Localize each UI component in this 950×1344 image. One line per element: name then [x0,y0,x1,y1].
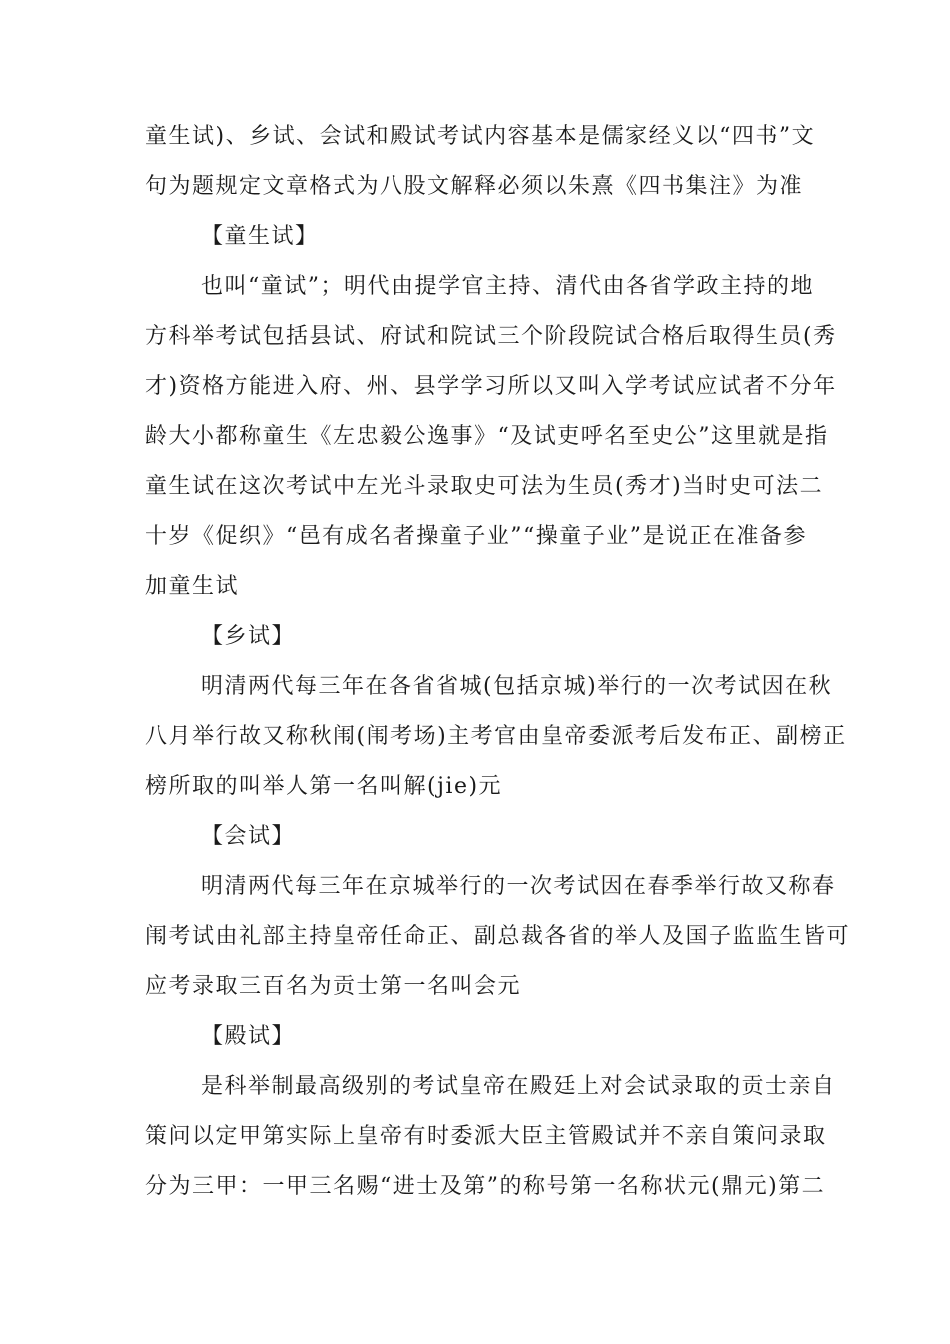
body-text-line: 应考录取三百名为贡士第一名叫会元 [145,974,522,999]
body-text-line: 榜所取的叫举人第一名叫解(jie)元 [145,774,503,799]
body-text-line: 分为三甲：一甲三名赐“进士及第”的称号第一名称状元(鼎元)第二 [145,1174,826,1199]
section-heading-tongshengshi: 【童生试】 [201,224,319,249]
body-text-line: 才)资格方能进入府、州、县学学习所以又叫入学考试应试者不分年 [145,374,837,399]
body-text-line: 龄大小都称童生《左忠毅公逸事》“及试吏呼名至史公”这里就是指 [145,424,829,449]
body-text-line: 也叫“童试”；明代由提学官主持、清代由各省学政主持的地 [201,274,814,299]
body-text-line: 加童生试 [145,574,240,599]
section-heading-dianshi: 【殿试】 [201,1024,296,1049]
body-text-line: 童生试在这次考试中左光斗录取史可法为生员(秀才)当时史可法二 [145,474,824,499]
body-text-line: 十岁《促织》“邑有成名者操童子业”“操童子业”是说正在准备参 [145,524,807,549]
body-text-line: 闱考试由礼部主持皇帝任命正、副总裁各省的举人及国子监监生皆可 [145,924,851,949]
body-text-line: 句为题规定文章格式为八股文解释必须以朱熹《四书集注》为准 [145,174,804,199]
body-text-line: 童生试)、乡试、会试和殿试考试内容基本是儒家经义以“四书”文 [145,124,816,149]
body-text-line: 明清两代每三年在京城举行的一次考试因在春季举行故又称春 [201,874,836,899]
body-text-line: 方科举考试包括县试、府试和院试三个阶段院试合格后取得生员(秀 [145,324,837,349]
body-text-line: 八月举行故又称秋闱(闱考场)主考官由皇帝委派考后发布正、副榜正 [145,724,847,749]
body-text-line: 是科举制最高级别的考试皇帝在殿廷上对会试录取的贡士亲自 [201,1074,836,1099]
section-heading-huishi: 【会试】 [201,824,296,849]
body-text-line: 策问以定甲第实际上皇帝有时委派大臣主管殿试并不亲自策问录取 [145,1124,827,1149]
body-text-line: 明清两代每三年在各省省城(包括京城)举行的一次考试因在秋 [201,674,833,699]
section-heading-xiangshi: 【乡试】 [201,624,296,649]
